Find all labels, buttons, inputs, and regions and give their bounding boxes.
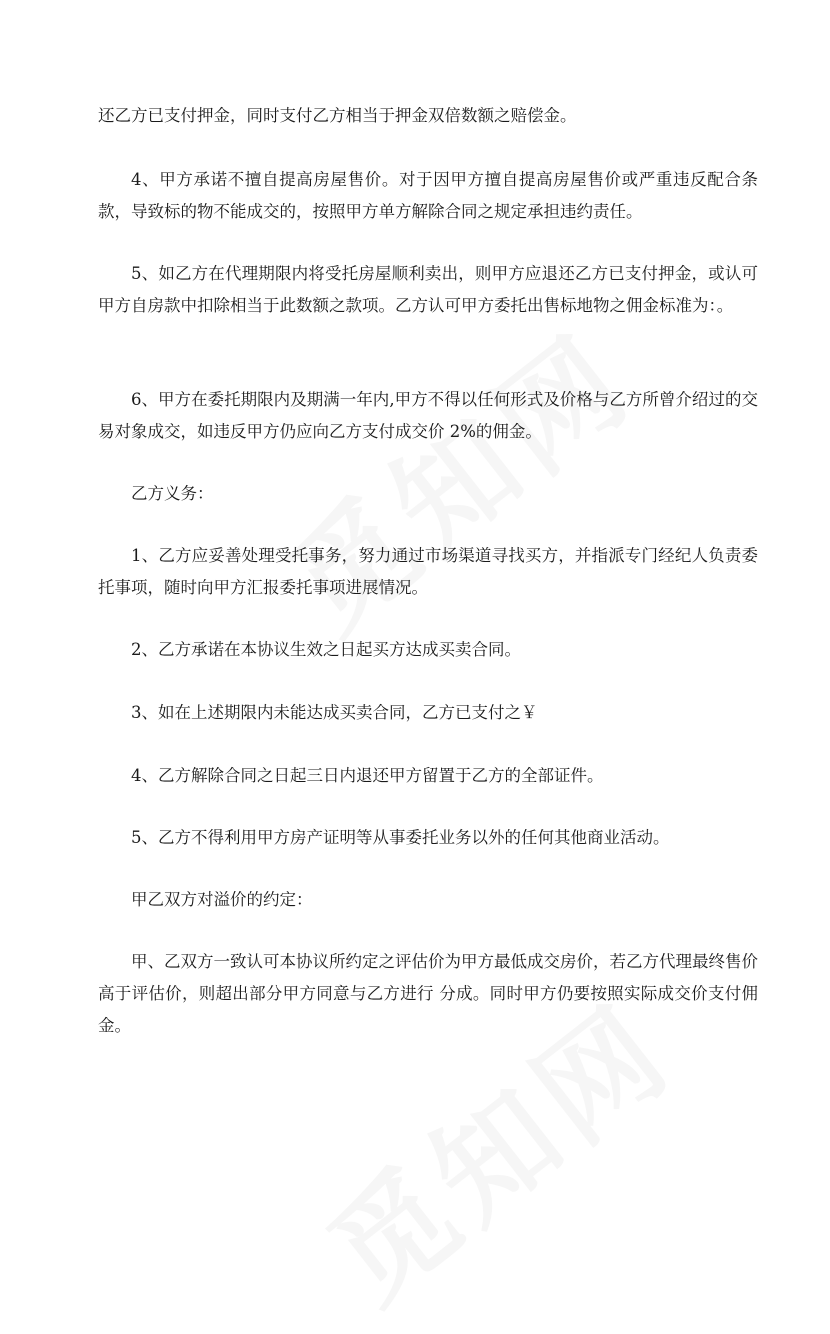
paragraph-clause-5: 5、如乙方在代理期限内将受托房屋顺利卖出，则甲方应退还乙方已支付押金，或认可甲方自房款中扣除相当于此数额之款项。乙方认可甲方委托出售标地物之佣金标准为：。 <box>98 264 758 315</box>
paragraph-obligation-4: 4、乙方解除合同之日起三日内退还甲方留置于乙方的全部证件。 <box>131 766 604 785</box>
paragraph-obligation-3: 3、如在上述期限内未能达成买卖合同，乙方已支付之￥ <box>131 703 538 722</box>
paragraph-obligation-1: 1、乙方应妥善处理受托事务，努力通过市场渠道寻找买方，并指派专门经纪人负责委托事项，随时向甲方汇报委托事项进展情况。 <box>98 546 758 597</box>
watermark <box>248 288 661 664</box>
paragraph-premium-terms: 甲、乙双方一致认可本协议所约定之评估价为甲方最低成交房价，若乙方代理最终售价高于评估价，则超出部分甲方同意与乙方进行 分成。同时甲方仍要按照实际成交价支付佣金。 <box>98 952 758 1035</box>
section-heading-party-b-obligations: 乙方义务： <box>131 484 214 503</box>
paragraph-continuation: 还乙方已支付押金，同时支付乙方相当于押金双倍数额之赔偿金。 <box>98 106 577 125</box>
paragraph-clause-4: 4、甲方承诺不擅自提高房屋售价。对于因甲方擅自提高房屋售价或严重违反配合条款，导致标的物不能成交的，按照甲方单方解除合同之规定承担违约责任。 <box>98 170 758 221</box>
section-heading-premium-agreement: 甲乙双方对溢价的约定： <box>131 890 313 909</box>
paragraph-obligation-5: 5、乙方不得利用甲方房产证明等从事委托业务以外的任何其他商业活动。 <box>131 828 670 847</box>
paragraph-clause-6: 6、甲方在委托期限内及期满一年内,甲方不得以任何形式及价格与乙方所曾介绍过的交易对象成交，如违反甲方仍应向乙方支付成交价 2%的佣金。 <box>98 390 758 441</box>
paragraph-obligation-2: 2、乙方承诺在本协议生效之日起买方达成买卖合同。 <box>131 640 521 659</box>
